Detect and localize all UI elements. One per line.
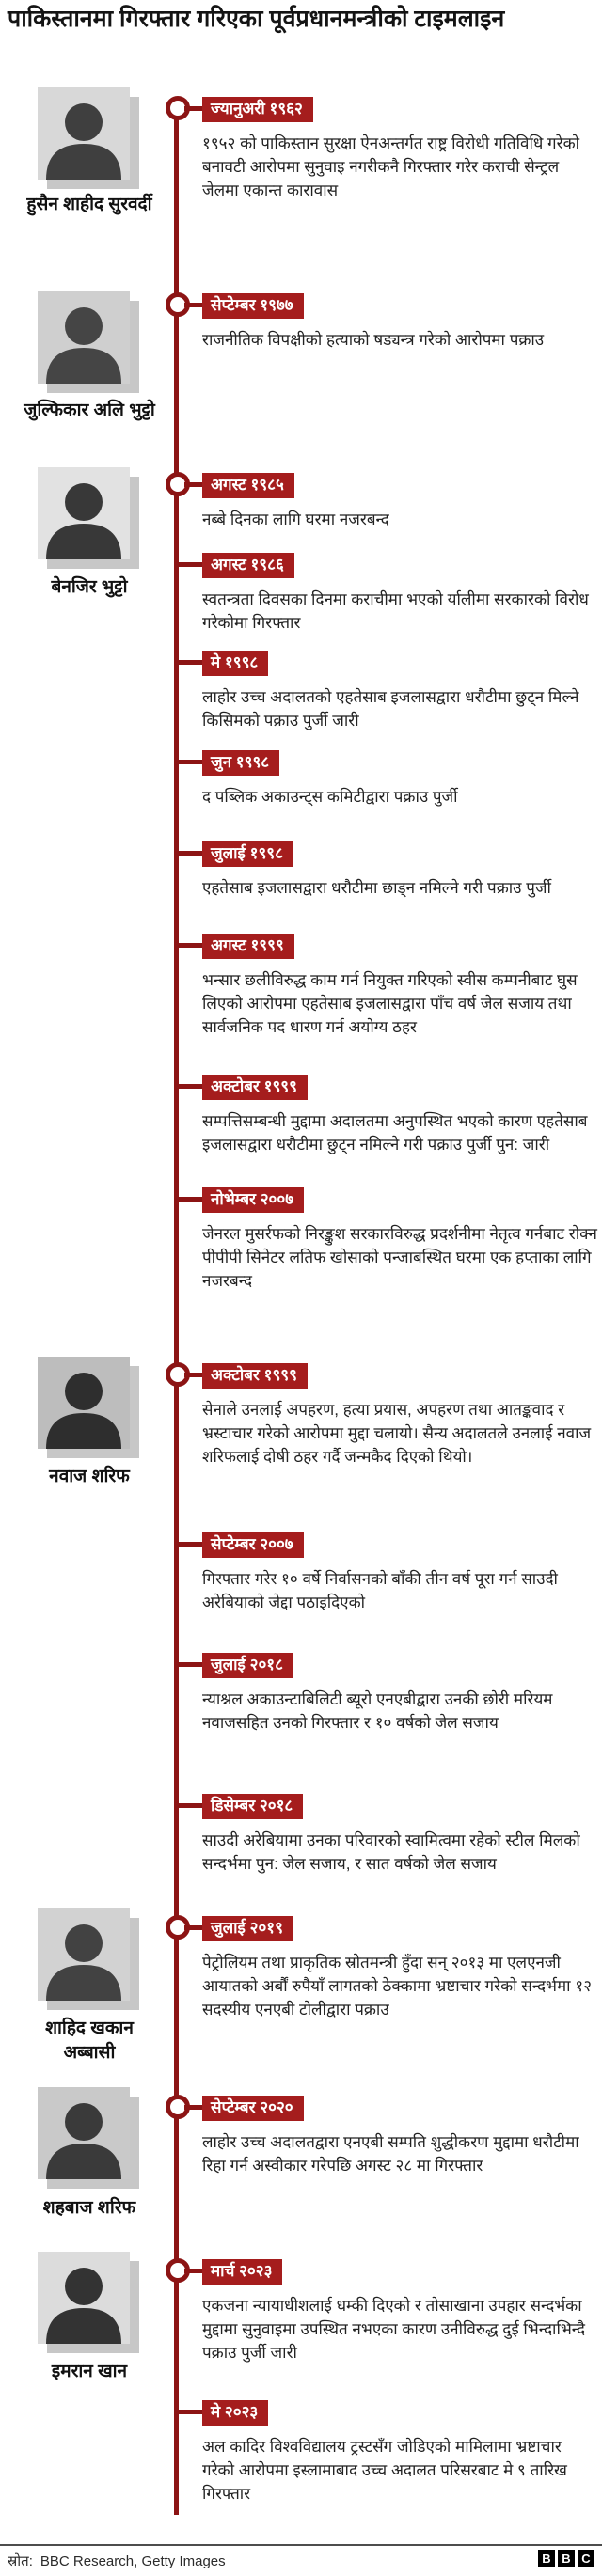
portrait-photo bbox=[38, 1357, 130, 1449]
portrait-photo bbox=[38, 1908, 130, 2001]
date-badge: डिसेम्बर २०१८ bbox=[202, 1794, 303, 1819]
event-description: नब्बे दिनका लागि घरमा नजरबन्द bbox=[202, 510, 389, 528]
date-badge: जुलाई २०१९ bbox=[202, 1916, 293, 1941]
timeline-tick bbox=[174, 660, 202, 665]
person-silhouette-icon bbox=[38, 2087, 130, 2179]
person-silhouette-icon bbox=[38, 2252, 130, 2344]
timeline-connector bbox=[184, 2105, 202, 2110]
timeline-tick bbox=[174, 562, 202, 567]
event-description: अल कादिर विश्वविद्यालय ट्रस्टसँग जोडिएको मामिलामा भ्रष्टाचार गरेको आरोपमा इस्लामाबाद उच्च अदालत परिसरबाट मे ९ तारिख गिरफ्तार bbox=[202, 2438, 567, 2503]
timeline-connector bbox=[184, 2269, 202, 2273]
event-description: साउदी अरेबियामा उनका परिवारको स्वामित्वमा रहेको स्टील मिलको सन्दर्भमा पुन: जेल सजाय, र सात वर्षको जेल सजाय bbox=[202, 1831, 580, 1873]
event-description: भन्सार छलीविरुद्ध काम गर्न नियुक्त गरिएको स्वीस कम्पनीबाट घुस लिएको आरोपमा एहतेसाब इजलासद्वारा पाँच वर्ष जेल सजाय तथा सार्वजनिक पद धारण गर्न अयोग्य ठहर bbox=[202, 971, 578, 1036]
person-silhouette-icon bbox=[38, 291, 130, 384]
event-description: गिरफ्तार गरेर १० वर्षे निर्वासनको बाँकी तीन वर्ष पूरा गर्न साउदी अरेबियाको जेद्दा पठाइदिएको bbox=[202, 1570, 558, 1611]
person-silhouette-icon bbox=[38, 467, 130, 559]
portrait-photo bbox=[38, 291, 130, 384]
event-description: न्याश्नल अकाउन्टाबिलिटी ब्यूरो एनएबीद्वारा उनकी छोरी मरियम नवाजसहित उनको गिरफ्तार र १० वर्षको जेल सजाय bbox=[202, 1690, 553, 1732]
date-badge: जुन १९९८ bbox=[202, 750, 279, 776]
event-description: सेनाले उनलाई अपहरण, हत्या प्रयास, अपहरण तथा आतङ्कवाद र भ्रस्टाचार गरेको आरोपमा मुद्दा चलायो। सैन्य अदालतले उनलाई नवाज शरिफलाई दोषी ठहर गर्दै जन्मकैद दिएको थियो। bbox=[202, 1401, 592, 1466]
event-description: स्वतन्त्रता दिवसका दिनमा कराचीमा भएको र्यालीमा सरकारको विरोध गरेकोमा गिरफ्तार bbox=[202, 590, 589, 632]
timeline-tick bbox=[174, 851, 202, 856]
bbc-logo-letter: C bbox=[578, 2550, 594, 2567]
timeline-connector bbox=[184, 106, 202, 111]
date-badge: मार्च २०२३ bbox=[202, 2259, 282, 2285]
infographic-title: पाकिस्तानमा गिरफ्तार गरिएका पूर्वप्रधानमन्त्रीको टाइमलाइन bbox=[8, 6, 505, 32]
person-name bbox=[0, 1465, 179, 1489]
event-description: एकजना न्यायाधीशलाई धम्की दिएको र तोसाखाना उपहार सन्दर्भका मुद्दामा सुनुवाइमा उपस्थित नभएका कारण उनीविरुद्ध दुई भिन्दाभिन्दै पक्राउ पुर्जी जारी bbox=[202, 2297, 586, 2362]
date-badge: अगस्ट १९८६ bbox=[202, 553, 294, 578]
event-description: द पब्लिक अकाउन्ट्स कमिटीद्वारा पक्राउ पुर्जी bbox=[202, 788, 458, 806]
timeline-tick bbox=[174, 1803, 202, 1808]
portrait-photo bbox=[38, 2252, 130, 2344]
person-silhouette-icon bbox=[38, 1908, 130, 2001]
timeline-tick bbox=[174, 1662, 202, 1667]
date-badge: सेप्टेम्बर २०२० bbox=[202, 2096, 304, 2121]
event-description: लाहोर उच्च अदालतको एहतेसाब इजलासद्वारा धरौटीमा छुट्न मिल्ने किसिमको पक्राउ पुर्जी जारी bbox=[202, 688, 579, 730]
date-badge: नोभेम्बर २००७ bbox=[202, 1187, 304, 1213]
person-name-line: बेनजिर भुट्टो bbox=[51, 577, 128, 597]
date-badge: मे २०२३ bbox=[202, 2400, 268, 2426]
person-name-line: अब्बासी bbox=[63, 2043, 116, 2063]
date-badge: ज्यानुअरी १९६२ bbox=[202, 97, 313, 122]
timeline-tick bbox=[174, 1084, 202, 1089]
person-name bbox=[0, 575, 179, 600]
date-badge: जुलाई २०१८ bbox=[202, 1653, 293, 1678]
person-name-line: जुल्फिकार अलि भुट्टो bbox=[24, 401, 155, 420]
date-badge: अक्टोबर १९९९ bbox=[202, 1363, 308, 1389]
event-description: जेनरल मुसर्रफको निरङ्कुश सरकारविरुद्ध प्रदर्शनीमा नेतृत्व गर्नबाट रोक्न पीपीपी सिनेटर लतिफ खोसाको पन्जाबस्थित घरमा एक हप्ताका लागि नजरबन्द bbox=[202, 1225, 597, 1290]
person-name bbox=[0, 2017, 179, 2066]
event-description: राजनीतिक विपक्षीको हत्याको षड्यन्त्र गरेको आरोपमा पक्राउ bbox=[202, 331, 545, 349]
source-text: BBC Research, Getty Images bbox=[40, 2553, 226, 2569]
event-description: एहतेसाब इजलासद्वारा धरौटीमा छाड्न नमिल्ने गरी पक्राउ पुर्जी bbox=[202, 879, 551, 897]
timeline-tick bbox=[174, 760, 202, 764]
footer-divider bbox=[0, 2544, 602, 2546]
person-name-line: शहबाज शरिफ bbox=[42, 2198, 136, 2218]
date-badge: अगस्ट १९८५ bbox=[202, 473, 294, 498]
person-silhouette-icon bbox=[38, 87, 130, 180]
date-badge: जुलाई १९९८ bbox=[202, 841, 293, 867]
person-name-line: हुसैन शाहीद सुरवर्दी bbox=[26, 195, 152, 214]
portrait-photo bbox=[38, 467, 130, 559]
bbc-logo bbox=[538, 2550, 594, 2567]
source-line bbox=[8, 2552, 226, 2570]
date-badge: सेप्टेम्बर २००७ bbox=[202, 1532, 304, 1558]
person-name-line: नवाज शरिफ bbox=[49, 1467, 130, 1486]
bbc-logo-letter: B bbox=[558, 2550, 575, 2567]
date-badge: अक्टोबर १९९९ bbox=[202, 1075, 308, 1100]
timeline-line bbox=[174, 106, 179, 2515]
portrait-photo bbox=[38, 2087, 130, 2179]
date-badge: सेप्टेम्बर १९७७ bbox=[202, 293, 304, 319]
date-badge: मे १९९८ bbox=[202, 651, 268, 676]
event-description: लाहोर उच्च अदालतद्वारा एनएबी सम्पति शुद्धीकरण मुद्दामा धरौटीमा रिहा गर्न अस्वीकार गरेपछि अगस्ट २८ मा गिरफ्तार bbox=[202, 2133, 579, 2175]
event-description: सम्पत्तिसम्बन्धी मुद्दामा अदालतमा अनुपस्थित भएको कारण एहतेसाब इजलासद्वारा धरौटीमा छुट्न नमिल्ने गरी पक्राउ पुर्जी पुन: जारी bbox=[202, 1112, 588, 1154]
person-name bbox=[0, 2360, 179, 2384]
event-description: १९५२ को पाकिस्तान सुरक्षा ऐनअन्तर्गत राष्ट्र विरोधी गतिविधि गरेको बनावटी आरोपमा सुनुवाइ नगरीकनै गिरफ्तार गरेर कराची सेन्ट्रल जेलमा एकान्त कारावास bbox=[202, 134, 580, 199]
person-name-line: शाहिद खकान bbox=[45, 2018, 134, 2038]
timeline-connector bbox=[184, 303, 202, 307]
source-label: स्रोत: bbox=[8, 2553, 33, 2569]
person-name bbox=[0, 399, 179, 423]
timeline-connector bbox=[184, 1925, 202, 1930]
bbc-logo-letter: B bbox=[538, 2550, 555, 2567]
person-name bbox=[0, 193, 179, 217]
event-description: पेट्रोलियम तथा प्राकृतिक स्रोतमन्त्री हुँदा सन् २०१३ मा एलएनजी आयातको अर्बौं रुपैयाँ लागतको ठेक्कामा भ्रष्टाचार गरेको सन्दर्भमा १२ सदस्यीय एनएबी टोलीद्वारा पक्राउ bbox=[202, 1954, 592, 2018]
timeline-tick bbox=[174, 1197, 202, 1202]
person-name-line: इमरान खान bbox=[51, 2362, 128, 2381]
person-name bbox=[0, 2196, 179, 2221]
timeline-connector bbox=[184, 482, 202, 487]
timeline-tick bbox=[174, 2410, 202, 2414]
portrait-photo bbox=[38, 87, 130, 180]
timeline-connector bbox=[184, 1373, 202, 1377]
date-badge: अगस्ट १९९९ bbox=[202, 934, 294, 959]
timeline-tick bbox=[174, 943, 202, 948]
person-silhouette-icon bbox=[38, 1357, 130, 1449]
timeline-tick bbox=[174, 1542, 202, 1547]
